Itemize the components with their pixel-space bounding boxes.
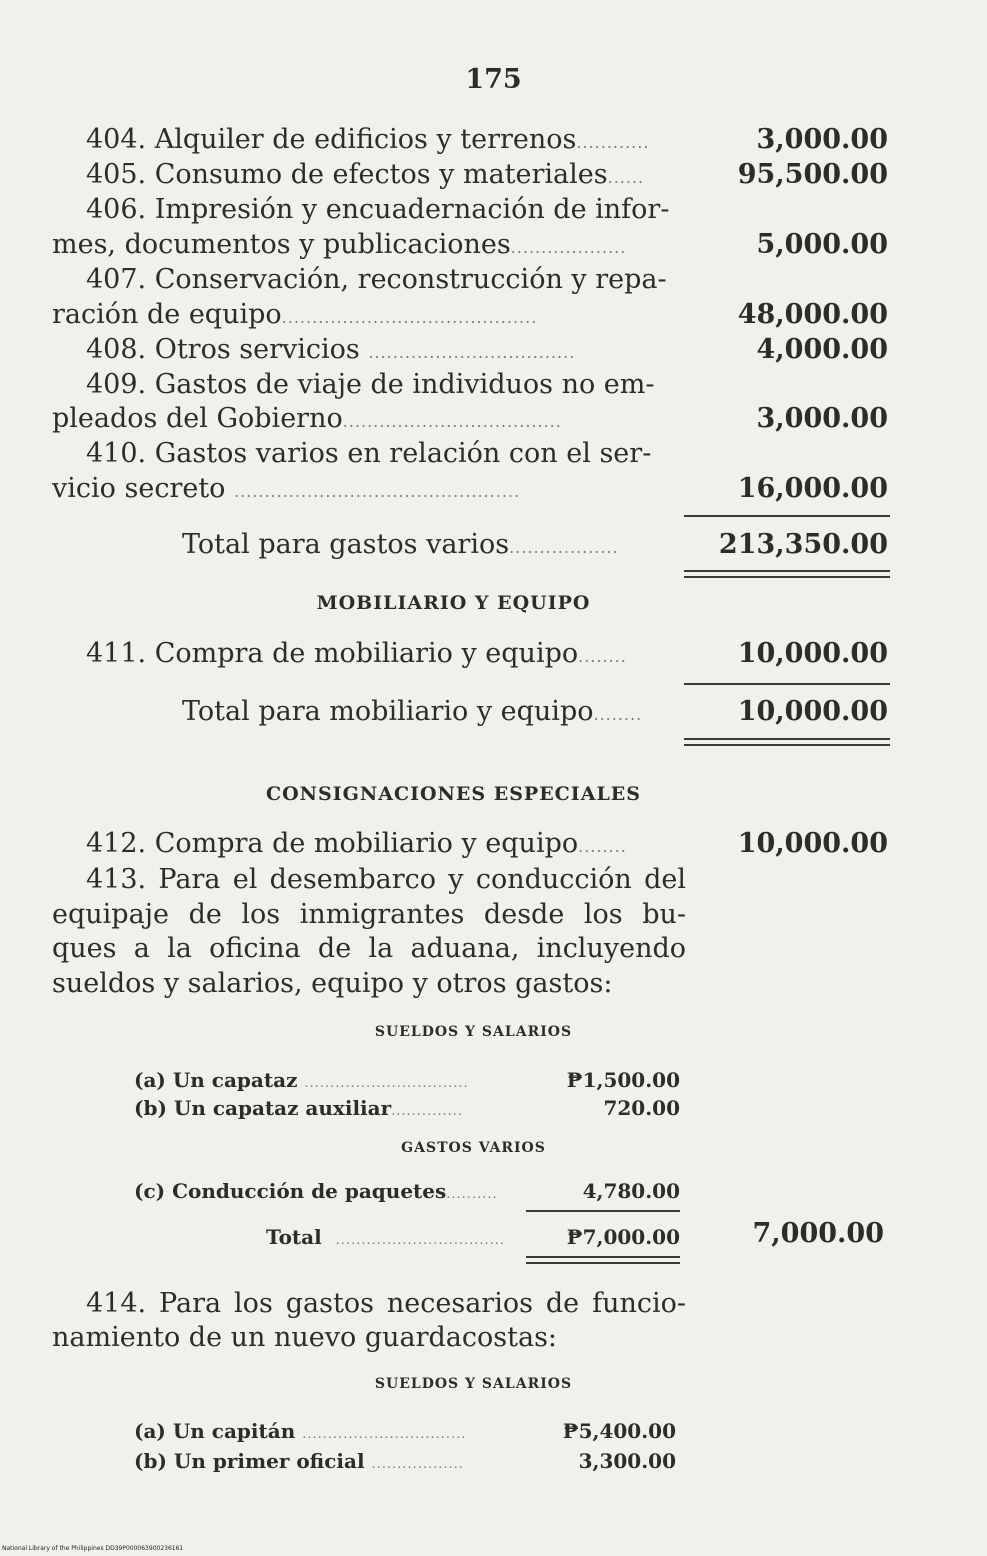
sub-item-label: (a) Un capitán <box>134 1419 296 1443</box>
sub-item-value: ₱5,400.00 <box>562 1419 676 1443</box>
subtotal-rule <box>684 515 890 517</box>
sub-item-a <box>134 1065 680 1095</box>
item-amount: 4,000.00 <box>756 334 888 365</box>
item-413-line-2 <box>52 897 888 933</box>
item-text: 404. Alquiler de edificios y terrenos <box>86 124 577 155</box>
item-text: sueldos y salarios, equipo y otros gastos: <box>52 968 613 999</box>
item-text: equipaje de los inmigrantes desde los bu- <box>52 899 686 930</box>
sub-item-label: (b) Un capataz auxiliar <box>134 1096 392 1120</box>
leader-dots: ........ <box>578 837 627 856</box>
item-410-line-2 <box>52 471 888 507</box>
section-heading-mobiliario: MOBILIARIO Y EQUIPO <box>316 592 591 614</box>
footer-watermark: National Library of the Philippines DD39P000063900236161 <box>2 1545 184 1552</box>
leader-dots: .................. <box>509 538 619 557</box>
item-411 <box>52 636 888 672</box>
item-amount: 7,000.00 <box>752 1218 884 1249</box>
item-amount: 10,000.00 <box>737 638 888 669</box>
sub-total-label: Total <box>266 1225 322 1249</box>
leader-dots: ............ <box>576 133 650 152</box>
subheading-sueldos-salarios: SUELDOS Y SALARIOS <box>374 1376 573 1392</box>
item-amount: 3,000.00 <box>756 124 888 155</box>
double-rule <box>684 570 890 578</box>
sub-item-label: (b) Un primer oficial <box>134 1449 365 1473</box>
item-414-line-2 <box>52 1320 888 1356</box>
total-gastos-varios <box>52 527 888 563</box>
leader-dots: ................................. <box>335 1233 506 1248</box>
item-text: 412. Compra de mobiliario y equipo <box>86 828 579 859</box>
item-text: 414. Para los gastos necesarios de funcio- <box>86 1288 686 1319</box>
section-heading-consignaciones: CONSIGNACIONES ESPECIALES <box>265 783 641 805</box>
leader-dots: .................................. <box>368 343 576 362</box>
leader-dots: ............................................... <box>234 482 521 501</box>
leader-dots: .......................................... <box>281 308 538 327</box>
sub-item-b <box>134 1093 680 1123</box>
item-amount: 3,000.00 <box>756 403 888 434</box>
item-text: mes, documentos y publicaciones <box>52 229 511 260</box>
leader-dots: .............. <box>391 1104 463 1119</box>
item-413-line-3 <box>52 931 888 967</box>
item-text: ración de equipo <box>52 299 282 330</box>
item-413-amount <box>52 1216 888 1252</box>
subheading-sueldos-salarios: SUELDOS Y SALARIOS <box>374 1024 573 1040</box>
double-rule <box>526 1256 680 1264</box>
sub-item-b <box>134 1446 676 1476</box>
sub-item-value: 4,780.00 <box>582 1179 680 1203</box>
item-amount: 5,000.00 <box>756 229 888 260</box>
item-text: 411. Compra de mobiliario y equipo <box>86 638 579 669</box>
sub-item-value: 720.00 <box>603 1096 680 1120</box>
item-amount: 48,000.00 <box>737 299 888 330</box>
item-406-line-2 <box>52 227 888 263</box>
item-text: namiento de un nuevo guardacostas: <box>52 1322 558 1353</box>
sub-item-c <box>134 1176 680 1206</box>
item-413-line-1 <box>52 862 888 898</box>
item-text: ques a la oficina de la aduana, incluyendo <box>52 933 686 964</box>
total-mobiliario <box>52 694 888 730</box>
item-413-line-4 <box>52 966 888 1002</box>
sub-item-value: 3,300.00 <box>578 1449 676 1473</box>
item-408 <box>52 332 888 368</box>
item-406-line-1 <box>52 192 888 228</box>
item-409-line-1 <box>52 367 888 403</box>
leader-dots: ................................ <box>302 1427 467 1442</box>
item-410-line-1 <box>52 436 888 472</box>
item-text: 407. Conservación, reconstrucción y repa- <box>86 264 667 295</box>
sub-item-value: ₱1,500.00 <box>566 1068 680 1092</box>
item-amount: 16,000.00 <box>737 473 888 504</box>
item-407-line-1 <box>52 262 888 298</box>
leader-dots: ...... <box>607 168 645 187</box>
leader-dots: .................................... <box>342 412 562 431</box>
item-text: 406. Impresión y encuadernación de infor- <box>86 194 670 225</box>
item-405 <box>52 157 888 193</box>
page-number: 175 <box>465 64 522 95</box>
sub-item-label: (c) Conducción de paquetes <box>134 1179 447 1203</box>
item-412 <box>52 826 888 862</box>
item-text: 409. Gastos de viaje de individuos no em- <box>86 369 655 400</box>
sub-total-value: ₱7,000.00 <box>566 1225 680 1249</box>
item-409-line-2 <box>52 401 888 437</box>
sub-item-a <box>134 1416 676 1446</box>
item-text: 413. Para el desembarco y conducción del <box>86 864 686 895</box>
total-label: Total para gastos varios <box>182 529 510 560</box>
item-414-line-1 <box>52 1286 888 1322</box>
leader-dots: ................................ <box>304 1076 469 1091</box>
total-label: Total para mobiliario y equipo <box>182 696 594 727</box>
total-amount: 10,000.00 <box>737 696 888 727</box>
item-404 <box>52 122 888 158</box>
sub-item-label: (a) Un capataz <box>134 1068 298 1092</box>
item-text: 405. Consumo de efectos y materiales <box>86 159 608 190</box>
item-amount: 95,500.00 <box>737 159 888 190</box>
subtotal-rule <box>526 1210 680 1212</box>
double-rule <box>684 738 890 746</box>
leader-dots: .................. <box>371 1457 464 1472</box>
item-text: vicio secreto <box>52 473 226 504</box>
leader-dots: ........ <box>578 647 627 666</box>
item-text: 408. Otros servicios <box>86 334 360 365</box>
subheading-gastos-varios: GASTOS VARIOS <box>401 1140 546 1156</box>
item-407-line-2 <box>52 297 888 333</box>
item-amount: 10,000.00 <box>737 828 888 859</box>
leader-dots: .......... <box>446 1187 498 1202</box>
item-text: pleados del Gobierno <box>52 403 343 434</box>
leader-dots: ........ <box>593 705 643 724</box>
leader-dots: ................... <box>510 238 627 257</box>
subtotal-rule <box>684 683 890 685</box>
item-text: 410. Gastos varios en relación con el ser- <box>86 438 652 469</box>
total-amount: 213,350.00 <box>718 529 888 560</box>
